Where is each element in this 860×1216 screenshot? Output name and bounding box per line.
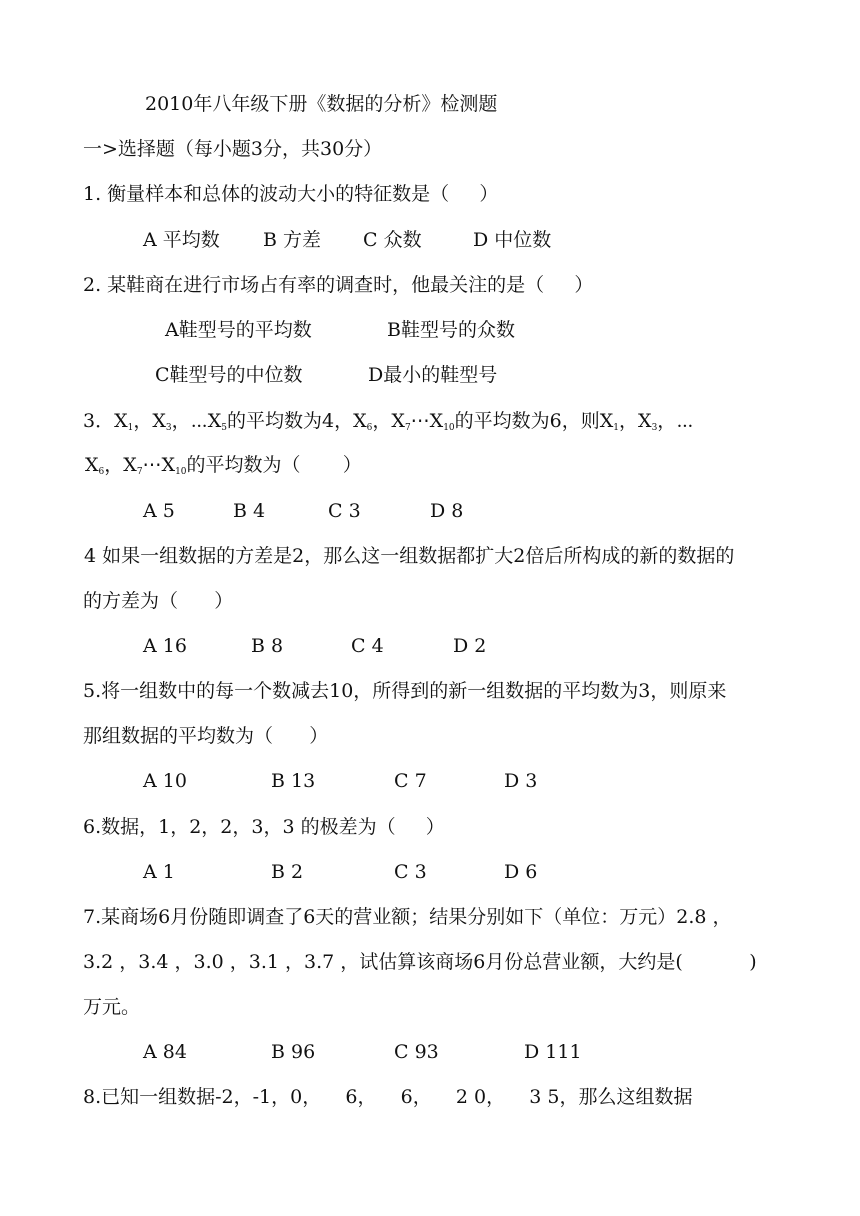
option-d: D 111 [524, 1041, 582, 1063]
option-b: B 13 [271, 770, 316, 792]
question-6-stem: 6.数据，1，2，2，3，3 的极差为（ ） [83, 816, 445, 838]
option-b: B 96 [271, 1041, 316, 1063]
question-4-stem-line-2: 的方差为（ ） [83, 590, 234, 612]
option-b: B 方差 [263, 229, 322, 251]
option-d: D 8 [430, 500, 464, 522]
question-7-stem-line-3: 万元。 [83, 996, 141, 1018]
option-a: A 84 [143, 1041, 187, 1063]
option-a: A 平均数 [143, 229, 220, 251]
question-5-stem-line-2: 那组数据的平均数为（ ） [83, 725, 329, 747]
option-c: C鞋型号的中位数 [155, 364, 303, 386]
option-a: A 5 [143, 500, 175, 522]
question-2-options-row-1 [165, 318, 515, 342]
page-title: 2010年八年级下册《数据的分析》检测题 [145, 93, 498, 115]
question-1-options [143, 228, 551, 252]
option-a: A 16 [143, 635, 187, 657]
question-7-stem-line-1: 7.某商场6月份随即调查了6天的营业额；结果分别如下（单位：万元）2.8 ， [83, 906, 732, 928]
question-7-stem-line-2: 3.2 ，3.4 ，3.0 ，3.1 ，3.7 ，试估算该商场6月份总营业额，大约是( ) [83, 951, 757, 973]
question-5-options [143, 769, 537, 793]
question-2-options-row-2 [155, 363, 497, 387]
section-heading: 一>选择题（每小题3分，共30分） [83, 138, 383, 160]
option-b: B 2 [271, 861, 304, 883]
question-1-stem: 1. 衡量样本和总体的波动大小的特征数是（ ） [83, 183, 499, 205]
question-2-stem: 2. 某鞋商在进行市场占有率的调查时，他最关注的是（ ） [83, 274, 594, 296]
option-b: B 8 [251, 635, 284, 657]
option-a: A 10 [143, 770, 187, 792]
question-5-stem-line-1: 5.将一组数中的每一个数减去10，所得到的新一组数据的平均数为3，则原来 [83, 680, 727, 702]
option-c: C 3 [328, 500, 361, 522]
question-4-stem-line-1: 4 如果一组数据的方差是2，那么这一组数据都扩大2倍后所构成的新的数据的 [78, 545, 735, 567]
option-b: B 4 [233, 500, 266, 522]
option-c: C 4 [351, 635, 384, 657]
option-c: C 3 [394, 861, 427, 883]
option-a: A鞋型号的平均数 [165, 319, 312, 341]
option-d: D 中位数 [473, 229, 552, 251]
question-6-options [143, 860, 537, 884]
option-d: D最小的鞋型号 [368, 364, 498, 386]
question-3-options [143, 499, 463, 523]
question-3-stem-line-1: 3．$X_1$，$X_3$，$\cdots X_5$的平均数为4，$X_6$，$X_7\cdots X_{10}$的平均数为6，则$X_1$，$X_3$，⋯ [83, 410, 694, 433]
option-a: A 1 [143, 861, 175, 883]
option-d: D 6 [504, 861, 538, 883]
option-d: D 2 [453, 635, 487, 657]
question-3-stem-line-2: $X_6$，$X_7\cdots X_{10}$的平均数为（ ） [85, 454, 362, 477]
question-7-options [143, 1040, 582, 1064]
option-c: C 众数 [363, 229, 422, 251]
option-c: C 7 [394, 770, 427, 792]
question-4-options [143, 634, 486, 658]
option-b: B鞋型号的众数 [387, 319, 515, 341]
option-d: D 3 [504, 770, 538, 792]
question-8-stem: 8.已知一组数据-2，-1，0， 6， 6， 2 0， 3 5，那么这组数据 [83, 1086, 693, 1108]
option-c: C 93 [394, 1041, 439, 1063]
